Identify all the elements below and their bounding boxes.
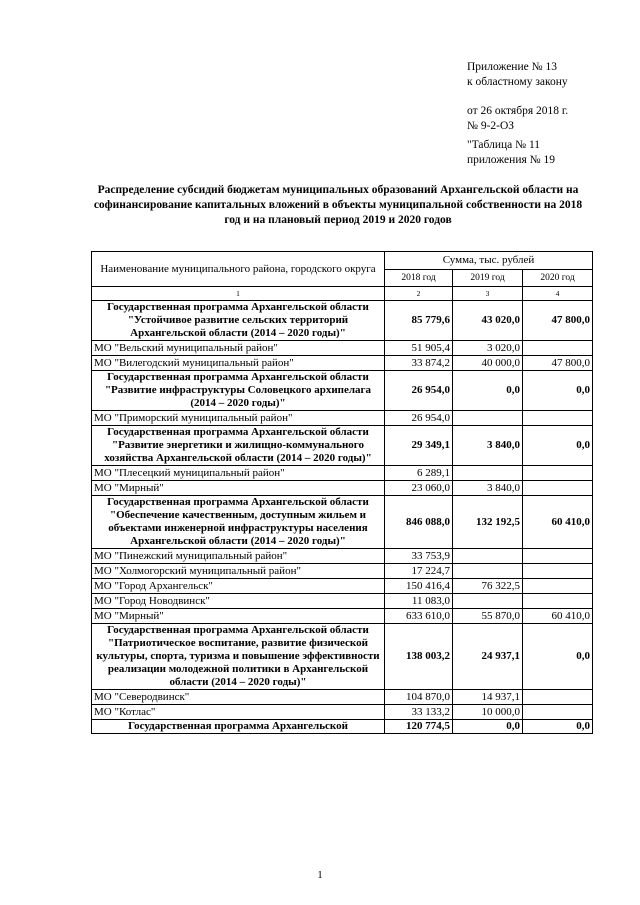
value-2020 [523,411,593,426]
value-2020 [523,579,593,594]
value-2019: 76 322,5 [453,579,523,594]
program-row [92,624,593,690]
value-2020: 0,0 [523,371,593,411]
value-2020: 0,0 [523,426,593,466]
municipality-row [92,549,593,564]
municipality-name: МО "Котлас" [92,705,385,720]
header-year-2018: 2018 год [385,270,453,287]
header-name: Наименование муниципального района, городского округа [92,252,385,287]
value-2020 [523,564,593,579]
law-number: № 9-2-ОЗ [467,120,515,132]
value-2019: 55 870,0 [453,609,523,624]
value-2019 [453,466,523,481]
municipality-name: МО "Пинежский муниципальный район" [92,549,385,564]
program-row [92,496,593,549]
value-2019 [453,549,523,564]
appendix-line: к областному закону [467,76,568,88]
value-2018: 23 060,0 [385,481,453,496]
municipality-name: МО "Город Архангельск" [92,579,385,594]
value-2019: 3 020,0 [453,341,523,356]
header-sum: Сумма, тыс. рублей [385,252,593,270]
municipality-name: МО "Город Новодвинск" [92,594,385,609]
value-2018: 120 774,5 [385,720,453,734]
value-2018: 104 870,0 [385,690,453,705]
municipality-row [92,594,593,609]
value-2020: 60 410,0 [523,609,593,624]
value-2018: 26 954,0 [385,371,453,411]
value-2019: 14 937,1 [453,690,523,705]
value-2019: 43 020,0 [453,301,523,341]
program-name: Государственная программа Архангельской области "Развитие энергетики и жилищно-коммунального хозяйства Архангельской области (2014 – 2020 годы)" [92,426,385,466]
value-2018: 846 088,0 [385,496,453,549]
value-2020: 0,0 [523,720,593,734]
municipality-name: МО "Вельский муниципальный район" [92,341,385,356]
column-index: 4 [523,287,593,301]
value-2020 [523,594,593,609]
page-number: 1 [317,869,323,881]
program-row [92,301,593,341]
municipality-row [92,690,593,705]
value-2019: 3 840,0 [453,426,523,466]
municipality-name: МО "Холмогорский муниципальный район" [92,564,385,579]
municipality-row [92,356,593,371]
value-2019 [453,411,523,426]
program-row [92,371,593,411]
appendix-line: приложения № 19 [467,154,555,166]
header-year-2020: 2020 год [523,270,593,287]
appendix-line: "Таблица № 11 [467,139,541,151]
program-name: Государственная программа Архангельской области "Обеспечение качественным, доступным жильем и объектами инженерной инфраструктуры населения Архангельской области (2014 – 2020 годы)" [92,496,385,549]
value-2018: 6 289,1 [385,466,453,481]
value-2019: 24 937,1 [453,624,523,690]
value-2019: 0,0 [453,371,523,411]
value-2020: 47 800,0 [523,301,593,341]
value-2019: 132 192,5 [453,496,523,549]
program-row [92,426,593,466]
value-2019: 40 000,0 [453,356,523,371]
value-2020 [523,705,593,720]
value-2018: 633 610,0 [385,609,453,624]
value-2018: 26 954,0 [385,411,453,426]
value-2020: 0,0 [523,624,593,690]
value-2020: 47 800,0 [523,356,593,371]
value-2018: 138 003,2 [385,624,453,690]
program-name: Государственная программа Архангельской области "Устойчивое развитие сельских территорий Архангельской области (2014 – 2020 годы)" [92,301,385,341]
municipality-name: МО "Вилегодский муниципальный район" [92,356,385,371]
municipality-row [92,341,593,356]
municipality-name: МО "Мирный" [92,609,385,624]
subsidy-table [91,251,593,734]
column-index: 2 [385,287,453,301]
value-2018: 17 224,7 [385,564,453,579]
column-index: 1 [92,287,385,301]
municipality-name: МО "Северодвинск" [92,690,385,705]
municipality-row [92,466,593,481]
municipality-row [92,564,593,579]
program-name: Государственная программа Архангельской [92,720,385,734]
program-row [92,720,593,734]
column-index: 3 [453,287,523,301]
municipality-row [92,609,593,624]
law-date: от 26 октября 2018 г. [467,105,569,117]
municipality-row [92,705,593,720]
value-2018: 51 905,4 [385,341,453,356]
value-2018: 85 779,6 [385,301,453,341]
value-2019: 0,0 [453,720,523,734]
value-2019 [453,564,523,579]
value-2019: 3 840,0 [453,481,523,496]
value-2019: 10 000,0 [453,705,523,720]
value-2018: 33 133,2 [385,705,453,720]
value-2018: 11 083,0 [385,594,453,609]
value-2020 [523,341,593,356]
program-name: Государственная программа Архангельской области "Развитие инфраструктуры Соловецкого архипелага (2014 – 2020 годы)" [92,371,385,411]
municipality-name: МО "Приморский муниципальный район" [92,411,385,426]
document-title: Распределение субсидий бюджетам муниципальных образований Архангельской области на софинансирование капитальных вложений в объекты муниципальной собственности на 2018 год и на плановый период 2019 и 2020 годов [93,184,583,226]
value-2019 [453,594,523,609]
appendix-line: Приложение № 13 [467,61,557,73]
municipality-name: МО "Мирный" [92,481,385,496]
program-name: Государственная программа Архангельской области "Патриотическое воспитание, развитие физической культуры, спорта, туризма и повышение эффективности реализации молодежной политики в Архангельской области (2014 – 2020 годы)" [92,624,385,690]
value-2018: 33 874,2 [385,356,453,371]
value-2020 [523,481,593,496]
value-2020 [523,466,593,481]
header-year-2019: 2019 год [453,270,523,287]
municipality-name: МО "Плесецкий муниципальный район" [92,466,385,481]
municipality-row [92,411,593,426]
value-2020 [523,549,593,564]
value-2020: 60 410,0 [523,496,593,549]
value-2020 [523,690,593,705]
appendix-block [467,60,637,168]
value-2018: 150 416,4 [385,579,453,594]
value-2018: 29 349,1 [385,426,453,466]
value-2018: 33 753,9 [385,549,453,564]
municipality-row [92,481,593,496]
municipality-row [92,579,593,594]
